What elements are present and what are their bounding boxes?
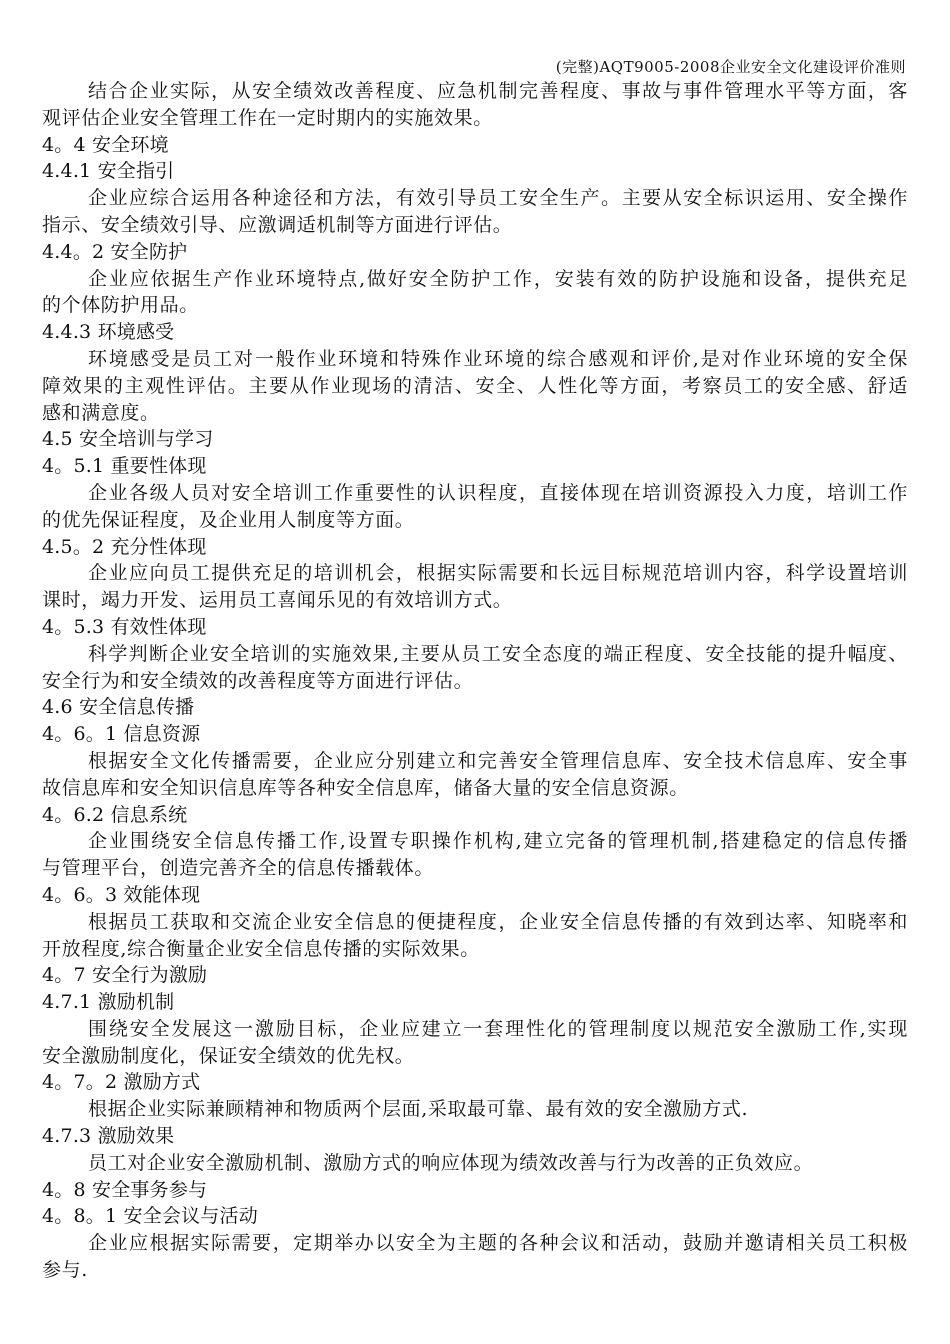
paragraph-line: 的个体防护用品。 bbox=[42, 294, 199, 317]
subsection-heading: 4。5.3 有效性体现 bbox=[42, 615, 207, 638]
subsection-heading: 4.7.1 激励机制 bbox=[42, 991, 175, 1014]
subsection-heading: 4。6。3 效能体现 bbox=[42, 883, 201, 906]
paragraph-line: 企业应综合运用各种途径和方法，有效引导员工安全生产。主要从安全标识运用、安全操作 bbox=[88, 187, 908, 210]
subsection-heading: 4.5。2 充分性体现 bbox=[42, 535, 207, 558]
subsection-heading: 4。8。1 安全会议与活动 bbox=[42, 1205, 258, 1228]
paragraph-line: 安全行为和安全绩效的改善程度等方面进行评估。 bbox=[42, 669, 474, 692]
paragraph-line: 企业围绕安全信息传播工作,设置专职操作机构,建立完备的管理机制,搭建稳定的信息传播 bbox=[88, 830, 908, 853]
section-heading: 4。8 安全事务参与 bbox=[42, 1178, 208, 1201]
section-heading: 4.5 安全培训与学习 bbox=[42, 428, 214, 451]
paragraph-line: 障效果的主观性评估。主要从作业现场的清洁、安全、人性化等方面，考察员工的安全感、舒适 bbox=[42, 374, 908, 397]
paragraph-line: 开放程度,综合衡量企业安全信息传播的实际效果。 bbox=[42, 937, 480, 960]
section-heading: 4.6 安全信息传播 bbox=[42, 696, 195, 719]
subsection-heading: 4.7.3 激励效果 bbox=[42, 1125, 175, 1148]
subsection-heading: 4。5.1 重要性体现 bbox=[42, 455, 207, 478]
paragraph-line: 参与. bbox=[42, 1259, 88, 1282]
paragraph-line: 科学判断企业安全培训的实施效果,主要从员工安全态度的端正程度、安全技能的提升幅度、 bbox=[88, 642, 908, 665]
subsection-heading: 4.4。2 安全防护 bbox=[42, 240, 188, 263]
paragraph-line: 与管理平台，创造完善齐全的信息传播载体。 bbox=[42, 857, 435, 880]
paragraph-line: 课时，竭力开发、运用员工喜闻乐见的有效培训方式。 bbox=[42, 589, 513, 612]
paragraph-line: 环境感受是员工对一般作业环境和特殊作业环境的综合感观和评价,是对作业环境的安全保 bbox=[88, 347, 908, 370]
document-body bbox=[42, 78, 908, 1284]
paragraph-line: 故信息库和安全知识信息库等各种安全信息库，储备大量的安全信息资源。 bbox=[42, 776, 689, 799]
paragraph-line: 安全激励制度化，保证安全绩效的优先权。 bbox=[42, 1044, 415, 1067]
page-header: (完整)AQT9005-2008企业安全文化建设评价准则 bbox=[555, 58, 906, 76]
subsection-heading: 4.4.1 安全指引 bbox=[42, 160, 175, 183]
paragraph-line: 企业各级人员对安全培训工作重要性的认识程度，直接体现在培训资源投入力度，培训工作 bbox=[88, 481, 908, 504]
section-heading: 4。4 安全环境 bbox=[42, 133, 169, 156]
paragraph-line: 感和满意度。 bbox=[42, 401, 160, 424]
paragraph-line: 员工对企业安全激励机制、激励方式的响应体现为绩效改善与行为改善的正负效应。 bbox=[88, 1151, 814, 1174]
paragraph-line: 围绕安全发展这一激励目标，企业应建立一套理性化的管理制度以规范安全激励工作,实现 bbox=[88, 1017, 908, 1040]
paragraph-line: 根据安全文化传播需要，企业应分别建立和完善安全管理信息库、安全技术信息库、安全事 bbox=[88, 749, 908, 772]
subsection-heading: 4.4.3 环境感受 bbox=[42, 321, 175, 344]
paragraph-line: 企业应向员工提供充足的培训机会，根据实际需要和长远目标规范培训内容，科学设置培训 bbox=[88, 562, 908, 585]
paragraph-line: 企业应根据实际需要，定期举办以安全为主题的各种会议和活动，鼓励并邀请相关员工积极 bbox=[88, 1232, 908, 1255]
paragraph-line: 的优先保证程度，及企业用人制度等方面。 bbox=[42, 508, 415, 531]
paragraph-line: 根据企业实际兼顾精神和物质两个层面,采取最可靠、最有效的安全激励方式. bbox=[88, 1098, 749, 1121]
paragraph-line: 结合企业实际，从安全绩效改善程度、应急机制完善程度、事故与事件管理水平等方面，客 bbox=[88, 80, 908, 102]
subsection-heading: 4。6.2 信息系统 bbox=[42, 803, 188, 826]
subsection-heading: 4。7。2 激励方式 bbox=[42, 1071, 201, 1094]
subsection-heading: 4。6。1 信息资源 bbox=[42, 723, 201, 746]
paragraph-line: 指示、安全绩效引导、应激调适机制等方面进行评估。 bbox=[42, 213, 513, 236]
paragraph-line: 企业应依据生产作业环境特点,做好安全防护工作，安装有效的防护设施和设备，提供充足 bbox=[88, 267, 908, 290]
paragraph-line: 根据员工获取和交流企业安全信息的便捷程度，企业安全信息传播的有效到达率、知晓率和 bbox=[88, 910, 908, 933]
paragraph-line: 观评估企业安全管理工作在一定时期内的实施效果。 bbox=[42, 106, 493, 129]
section-heading: 4。7 安全行为激励 bbox=[42, 964, 208, 987]
